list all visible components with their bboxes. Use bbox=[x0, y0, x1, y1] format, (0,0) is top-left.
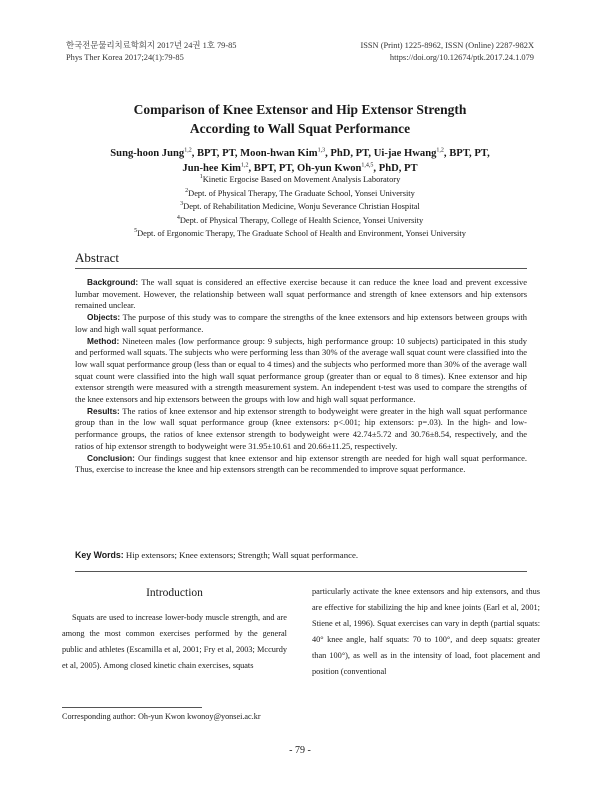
introduction-heading: Introduction bbox=[146, 587, 203, 599]
introduction-left-column: Squats are used to increase lower-body muscle strength, and are among the most common exercises performed by the general public and athletes (Escamilla et al, 2001; Fry et al, 2003; Mccurdy et al, 2005). Among closed kinetic chain exercises, squats bbox=[62, 613, 287, 671]
abstract-conclusion bbox=[75, 453, 527, 476]
author-degrees: , BPT, PT, bbox=[443, 148, 490, 159]
author-degrees: , PhD, PT, bbox=[325, 148, 374, 159]
abstract-bottom-rule bbox=[75, 571, 527, 572]
conclusion-label: Conclusion: bbox=[87, 452, 135, 463]
journal-name-korean: 한국전문물리치료학회지 2017년 24권 1호 79-85 bbox=[66, 41, 237, 50]
author-degrees: , BPT, PT, bbox=[248, 163, 297, 174]
abstract-heading: Abstract bbox=[75, 250, 120, 265]
journal-header-left bbox=[66, 40, 237, 64]
author-name: Oh-yun Kwon bbox=[296, 163, 362, 174]
author-degrees: , BPT, PT, bbox=[191, 148, 241, 159]
author-affiliation-mark: 1,2 bbox=[436, 147, 444, 154]
doi-link[interactable]: https://doi.org/10.12674/ptk.2017.24.1.079 bbox=[389, 53, 534, 62]
author-list bbox=[40, 146, 560, 176]
author-affiliation-mark: 1,3 bbox=[317, 147, 326, 154]
keywords-text: Hip extensors; Knee extensors; Strength; Wall squat performance. bbox=[123, 550, 359, 560]
author-name: Jun-hee Kim bbox=[182, 163, 241, 174]
abstract-method bbox=[75, 336, 527, 406]
paper-title-line-2: According to Wall Squat Performance bbox=[189, 121, 411, 136]
conclusion-text: Our findings suggest that knee extensor and hip extensor strength are needed for high wall squat performance. Thus, exercise to increase the knee and hip extensors strength can be recommended to improve squat performance. bbox=[75, 452, 527, 475]
introduction-right-column: particularly activate the knee extensors and hip extensors, and thus are effective for stabilizing the hip and knee joints (Earl et al, 2001; Stiene et al, 1996). Squat exercises can vary in depth (partial squats: 40° knee angle, half squats: 70 to 100°, and deep squats: greater than 100°), as well as in the intensity of load, foot placement and position (conventional bbox=[312, 587, 540, 677]
method-label: Method: bbox=[87, 335, 120, 346]
keywords bbox=[75, 549, 527, 561]
paper-title-line-1: Comparison of Knee Extensor and Hip Extensor Strength bbox=[133, 102, 467, 117]
page-number: - 79 - bbox=[289, 745, 311, 756]
author-affiliation-mark: 1,4,5 bbox=[361, 162, 374, 169]
abstract-background bbox=[75, 277, 527, 312]
corresponding-author-footnote: Corresponding author: Oh-yun Kwon kwonoy@yonsei.ac.kr bbox=[62, 712, 261, 721]
author-name: Sung-hoon Jung bbox=[110, 148, 185, 159]
abstract-body bbox=[75, 277, 527, 476]
keywords-label: Key Words: bbox=[75, 550, 124, 560]
affiliation-item: $^3$Dept. of Rehabilitation Medicine, Wonju Severance Christian Hospital bbox=[180, 201, 420, 212]
affiliation-item: $^1$Kinetic Ergocise Based on Movement Analysis Laboratory bbox=[199, 174, 401, 184]
affiliation-list bbox=[40, 173, 560, 241]
footnote-rule bbox=[62, 707, 202, 708]
paper-title bbox=[40, 100, 560, 138]
author-name: Ui-jae Hwang bbox=[373, 148, 437, 159]
abstract-results bbox=[75, 406, 527, 453]
results-label: Results: bbox=[87, 405, 120, 416]
author-degrees: , PhD, PT bbox=[373, 163, 418, 174]
results-text: The ratios of knee extensor and hip extensor strength to bodyweight were greater in the high wall squat performance group than in the low wall squat performance group (knee extensors: p<.001; hip extensors: p=.03). In the high- and low-performance groups, the ratios of knee extensor strength to bodyweight were 42.74±5.72 and 30.76±8.54, respectively, and the ratios of hip extensor strength to bodyweight were 31.95±10.61 and 20.66±11.25, respectively. bbox=[75, 405, 527, 451]
affiliation-item: $^2$Dept. of Physical Therapy, The Graduate School, Yonsei University bbox=[185, 187, 415, 198]
author-affiliation-mark: 1,2 bbox=[184, 147, 192, 154]
objects-text: The purpose of this study was to compare the strengths of the knee extensors and hip extensors between groups with low and high wall squat performance. bbox=[75, 312, 527, 334]
objects-label: Objects: bbox=[87, 312, 121, 323]
abstract-top-rule bbox=[75, 268, 527, 269]
affiliation-item: $^4$Dept. of Physical Therapy, College of Health Science, Yonsei University bbox=[176, 214, 424, 225]
issn-line: ISSN (Print) 1225-8962, ISSN (Online) 2287-982X bbox=[360, 41, 534, 50]
method-text: Nineteen males (low performance group: 9 subjects, high performance group: 10 subjects) participated in this study and performed wall squats. The subjects who were performing less than 30% of the average wall squat count were classified into the low wall squat performance group (less than or equal to 4 times) and the subjects who performed more than 30% of the average wall squat count were classified into the high wall squat performance group (greater than or equal to 8 times). Knee extensor and hip extensor strength were measured with a strength measurement system. An independent t-test was used to compare the strengths of the knee extensors and hip extensors between the groups with low and high wall squat performance. bbox=[75, 335, 527, 405]
affiliation-item: $^5$Dept. of Ergonomic Therapy, The Graduate School of Health and Environment, Yonsei University bbox=[134, 228, 466, 239]
author-affiliation-mark: 1,2 bbox=[240, 162, 249, 169]
journal-header-right bbox=[360, 40, 534, 64]
author-line-1 bbox=[40, 146, 560, 161]
background-label: Background: bbox=[87, 277, 139, 287]
background-text: The wall squat is considered an effective exercise because it can reduce the knee load and prevent excessive lumbar movement. However, the relationship between wall squat performance and strength of knee extensors and hip extensors remained unclear. bbox=[75, 277, 527, 311]
abstract-objects bbox=[75, 312, 527, 335]
journal-citation: Phys Ther Korea 2017;24(1):79-85 bbox=[66, 53, 184, 62]
author-name: Moon-hwan Kim bbox=[240, 148, 318, 159]
